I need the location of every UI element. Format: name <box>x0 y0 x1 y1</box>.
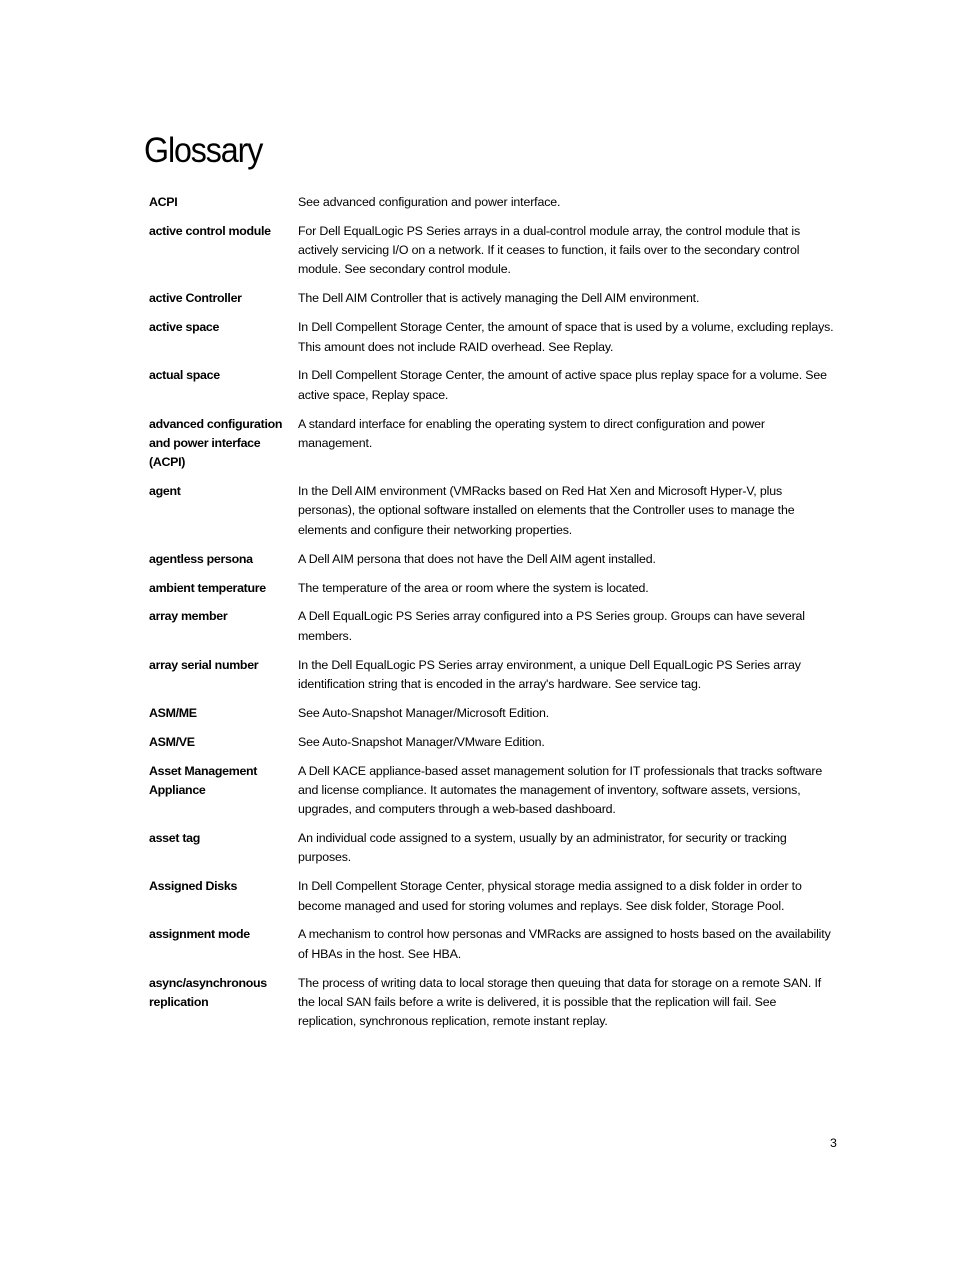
glossary-definition: A Dell EqualLogic PS Series array configured into a PS Series group. Groups can have several members. <box>298 609 805 643</box>
glossary-entry-assigned-disks <box>149 877 839 916</box>
glossary-term: active space <box>149 320 220 335</box>
glossary-definition: A standard interface for enabling the operating system to direct configuration and power management. <box>298 416 765 450</box>
glossary-entry-acpi <box>149 193 839 212</box>
glossary-definition: A Dell KACE appliance-based asset management solution for IT professionals that tracks software and license compliance. It automates the management of inventory, software assets, versions, upgrades, and computers through a web-based dashboard. <box>298 763 823 817</box>
glossary-term: agent <box>149 484 181 499</box>
glossary-term: ASM/ME <box>149 705 197 720</box>
glossary-term: ambient temperature <box>149 580 266 595</box>
glossary-definition: A mechanism to control how personas and VMRacks are assigned to hosts based on the availability of HBAs in the host. See HBA. <box>298 927 831 961</box>
glossary-entry-agent <box>149 482 839 540</box>
glossary-term: active Controller <box>149 291 242 306</box>
glossary-entry-asset-tag <box>149 829 839 868</box>
glossary-term: array serial number <box>149 657 259 672</box>
glossary-definition: See Auto-Snapshot Manager/Microsoft Edition. <box>298 705 549 720</box>
glossary-entry-active-space <box>149 318 839 357</box>
glossary-entry-array-serial-number <box>149 656 839 695</box>
glossary-entry-async-replication <box>149 974 839 1032</box>
glossary-term: agentless persona <box>149 551 253 566</box>
glossary-term: assignment mode <box>149 927 250 942</box>
glossary-definition: The temperature of the area or room where the system is located. <box>298 580 649 595</box>
glossary-entry-ambient-temperature <box>149 579 839 598</box>
page-title: Glossary <box>144 131 263 170</box>
glossary-definition: In Dell Compellent Storage Center, physical storage media assigned to a disk folder in order to become managed and used for storing volumes and replays. See disk folder, Storage Pool. <box>298 879 802 913</box>
glossary-term: Asset Management Appliance <box>149 763 258 797</box>
glossary-entry-assignment-mode <box>149 925 839 964</box>
glossary-term: actual space <box>149 368 220 383</box>
glossary-definition: See advanced configuration and power interface. <box>298 195 561 209</box>
glossary-definition: In Dell Compellent Storage Center, the amount of space that is used by a volume, excluding replays. This amount does not include RAID overhead. See Replay. <box>298 320 834 354</box>
glossary-definition: The Dell AIM Controller that is actively managing the Dell AIM environment. <box>298 291 700 306</box>
glossary-definition: In the Dell AIM environment (VMRacks based on Red Hat Xen and Microsoft Hyper-V, plus personas), the optional software installed on elements that the Controller uses to manage the elements and configure their networking properties. <box>298 484 795 537</box>
glossary-term: array member <box>149 609 228 624</box>
glossary-entry-asset-management-appliance <box>149 762 839 820</box>
glossary-term: asset tag <box>149 831 201 846</box>
glossary-entry-advanced-configuration <box>149 415 839 473</box>
glossary-definition: A Dell AIM persona that does not have the Dell AIM agent installed. <box>298 551 656 566</box>
glossary-term: async/asynchronous replication <box>149 975 267 1009</box>
glossary-entry-array-member <box>149 607 839 646</box>
glossary-entry-asm-ve <box>149 733 839 752</box>
glossary-entry-agentless-persona <box>149 550 839 569</box>
glossary-term: Assigned Disks <box>149 879 238 894</box>
glossary-definition: For Dell EqualLogic PS Series arrays in a dual-control module array, the control module that is actively servicing I/O on a network. If it ceases to function, it fails over to the secondary control module. See secondary control module. <box>298 223 801 277</box>
glossary-entry-active-controller <box>149 289 839 308</box>
glossary-definition: In the Dell EqualLogic PS Series array environment, a unique Dell EqualLogic PS Series array identification string that is encoded in the array's hardware. See service tag. <box>298 657 801 691</box>
glossary-list <box>149 193 839 1041</box>
glossary-definition: The process of writing data to local storage then queuing that data for storage on a remote SAN. If the local SAN fails before a write is delivered, it is possible that the replication will fail. See replication, synchronous replication, remote instant replay. <box>298 975 822 1029</box>
glossary-term: ACPI <box>149 195 178 209</box>
glossary-definition: In Dell Compellent Storage Center, the amount of active space plus replay space for a volume. See active space, Replay space. <box>298 368 827 402</box>
glossary-entry-asm-me <box>149 704 839 723</box>
glossary-term: active control module <box>149 223 271 238</box>
page-number: 3 <box>830 1136 837 1150</box>
glossary-entry-active-control-module <box>149 222 839 280</box>
glossary-term: ASM/VE <box>149 734 195 749</box>
glossary-term: advanced configuration and power interface (ACPI) <box>149 416 283 470</box>
glossary-definition: An individual code assigned to a system, usually by an administrator, for security or tracking purposes. <box>298 831 787 865</box>
glossary-entry-actual-space <box>149 366 839 405</box>
glossary-definition: See Auto-Snapshot Manager/VMware Edition. <box>298 734 545 749</box>
